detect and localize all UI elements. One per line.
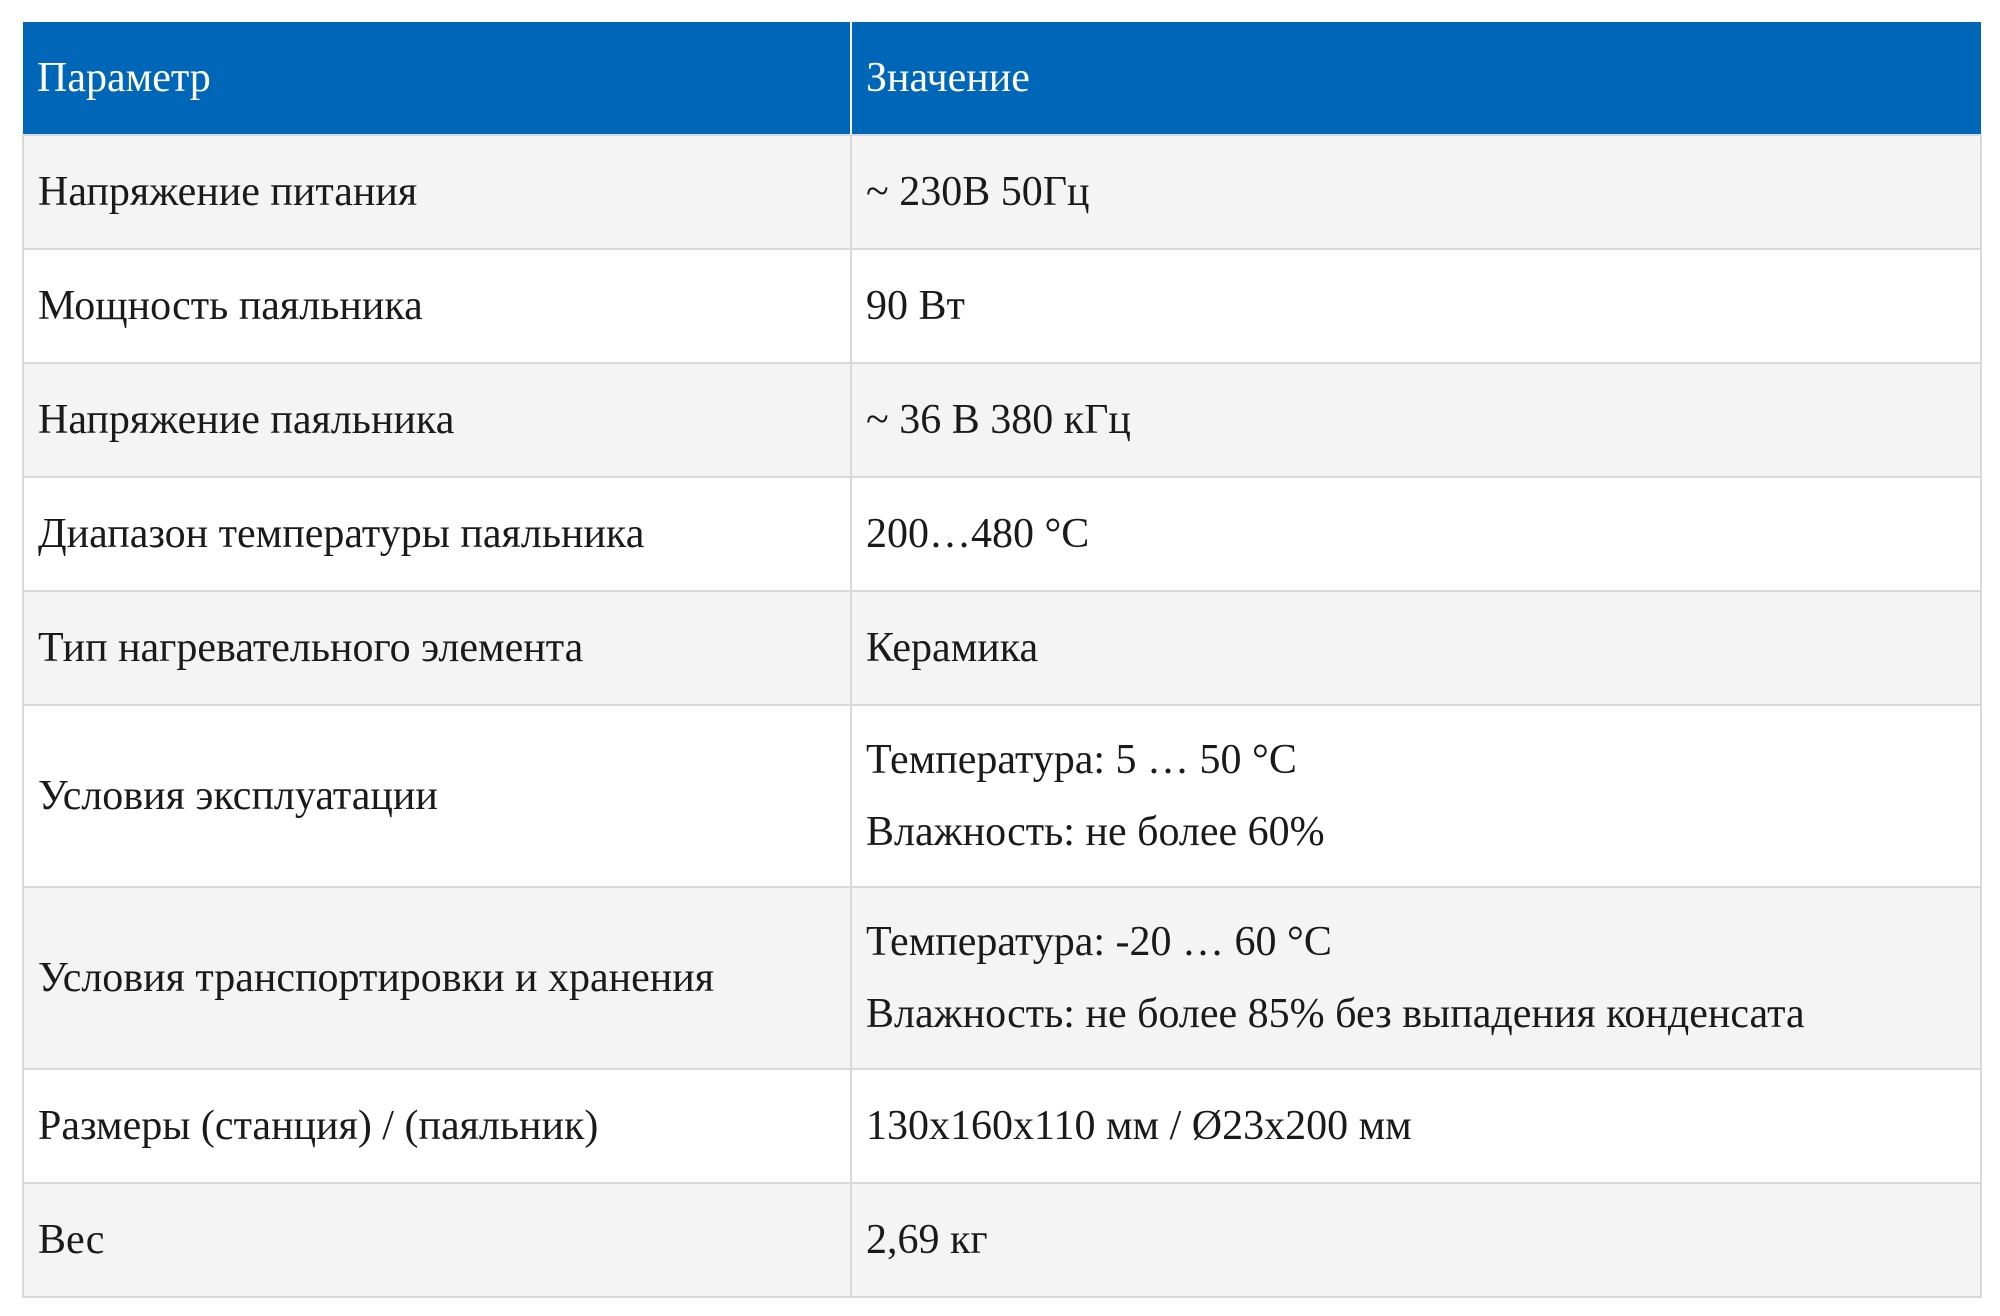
value-cell	[851, 477, 1981, 591]
table-row	[23, 477, 1981, 591]
value-cell	[851, 249, 1981, 363]
value-line: ~ 36 В 380 кГц	[866, 396, 1131, 443]
param-cell: Условия транспортировки и хранения	[23, 887, 851, 1069]
value-cell	[851, 705, 1981, 887]
table-row	[23, 705, 1981, 887]
param-cell: Мощность паяльника	[23, 249, 851, 363]
table-body	[23, 135, 1981, 1297]
value-cell	[851, 887, 1981, 1069]
spec-table	[22, 22, 1982, 1298]
value-cell	[851, 135, 1981, 249]
value-cell	[851, 363, 1981, 477]
value-line: 130х160х110 мм / Ø23х200 мм	[866, 1102, 1412, 1149]
table-row	[23, 887, 1981, 1069]
value-line: Влажность: не более 60%	[866, 809, 1325, 855]
table-row	[23, 135, 1981, 249]
header-row	[23, 22, 1981, 135]
header-value: Значение	[851, 22, 1981, 135]
table-header	[23, 22, 1981, 135]
value-line: Влажность: не более 85% без выпадения конденсата	[866, 991, 1805, 1037]
value-line: Температура: -20 … 60 °С	[866, 918, 1332, 965]
table-row	[23, 1183, 1981, 1297]
value-cell	[851, 1183, 1981, 1297]
param-cell: Тип нагревательного элемента	[23, 591, 851, 705]
param-cell: Условия эксплуатации	[23, 705, 851, 887]
param-cell: Размеры (станция) / (паяльник)	[23, 1069, 851, 1183]
table-row	[23, 591, 1981, 705]
value-cell	[851, 591, 1981, 705]
param-cell: Диапазон температуры паяльника	[23, 477, 851, 591]
table-row	[23, 1069, 1981, 1183]
param-cell: Напряжение паяльника	[23, 363, 851, 477]
param-cell: Напряжение питания	[23, 135, 851, 249]
spec-table-container	[22, 22, 1980, 1298]
value-line: Керамика	[866, 624, 1039, 671]
header-parameter: Параметр	[23, 22, 851, 135]
value-line: 200…480 °С	[866, 510, 1090, 557]
value-line: Температура: 5 … 50 °С	[866, 736, 1297, 783]
value-line: 90 Вт	[866, 282, 965, 329]
value-line: 2,69 кг	[866, 1216, 988, 1263]
table-row	[23, 363, 1981, 477]
param-cell: Вес	[23, 1183, 851, 1297]
value-line: ~ 230В 50Гц	[866, 168, 1090, 215]
table-row	[23, 249, 1981, 363]
value-cell	[851, 1069, 1981, 1183]
